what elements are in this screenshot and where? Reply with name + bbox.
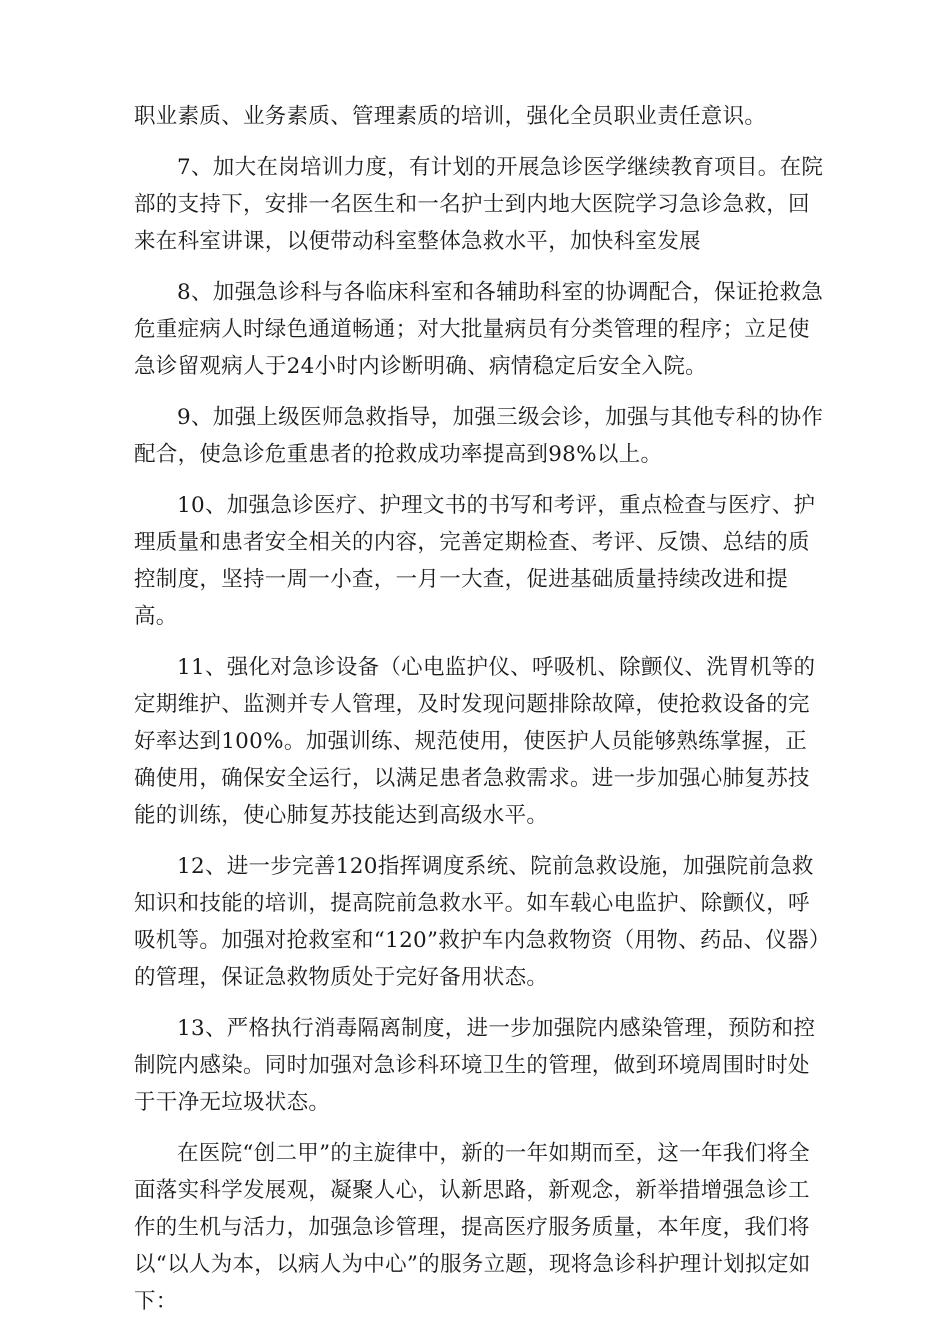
paragraph-item-12: 12、进一步完善120指挥调度系统、院前急救设施，加强院前急救知识和技能的培训，提高院前急救水平。如车载心电监护、除颤仪，呼吸机等。加强对抢救室和“120”救护车内急救物资（用物、药品、仪器）的管理，保证急救物质处于完好备用状态。 — [134, 854, 820, 990]
paragraph-summary: 在医院“创二甲”的主旋律中，新的一年如期而至，这一年我们将全面落实科学发展观，凝聚人心，认新思路，新观念，新举措增强急诊工作的生机与活力，加强急诊管理，提高医疗服务质量，本年度，我们将以“以人为本，以病人为中心”的服务立题，现将急诊科护理计划拟定如下： — [134, 1141, 811, 1314]
paragraph-item-9: 9、加强上级医师急救指导，加强三级会诊，加强与其他专科的协作配合，使急诊危重患者的抢救成功率提高到98%以上。 — [134, 405, 824, 467]
paragraph-item-7: 7、加大在岗培训力度，有计划的开展急诊医学继续教育项目。在院部的支持下，安排一名医生和一名护士到内地大医院学习急诊急救，回来在科室讲课，以便带动科室整体急救水平，加快科室发展 — [134, 155, 824, 254]
document-body — [134, 98, 824, 1334]
paragraph-continuation: 职业素质、业务素质、管理素质的培训，强化全员职业责任意识。 — [134, 104, 767, 129]
paragraph-item-11: 11、强化对急诊设备（心电监护仪、呼吸机、除颤仪、洗胃机等的定期维护、监测并专人管理，及时发现问题排除故障，使抢救设备的完好率达到100%。加强训练、规范使用，使医护人员能够熟练掌握，正确使用，确保安全运行，以满足患者急救需求。进一步加强心肺复苏技能的训练，使心肺复苏技能达到高级水平。 — [134, 655, 816, 828]
paragraph-item-13: 13、严格执行消毒隔离制度，进一步加强院内感染管理，预防和控制院内感染。同时加强对急诊科环境卫生的管理，做到环境周围时时处于干净无垃圾状态。 — [134, 1016, 816, 1115]
paragraph-item-10: 10、加强急诊医疗、护理文书的书写和考评，重点检查与医疗、护理质量和患者安全相关的内容，完善定期检查、考评、反馈、总结的质控制度，坚持一周一小查，一月一大查，促进基础质量持续改进和提高。 — [134, 493, 816, 629]
paragraph-item-8: 8、加强急诊科与各临床科室和各辅助科室的协调配合，保证抢救急危重症病人时绿色通道畅通；对大批量病员有分类管理的程序；立足使急诊留观病人于24小时内诊断明确、病情稳定后安全入院。 — [134, 280, 824, 379]
